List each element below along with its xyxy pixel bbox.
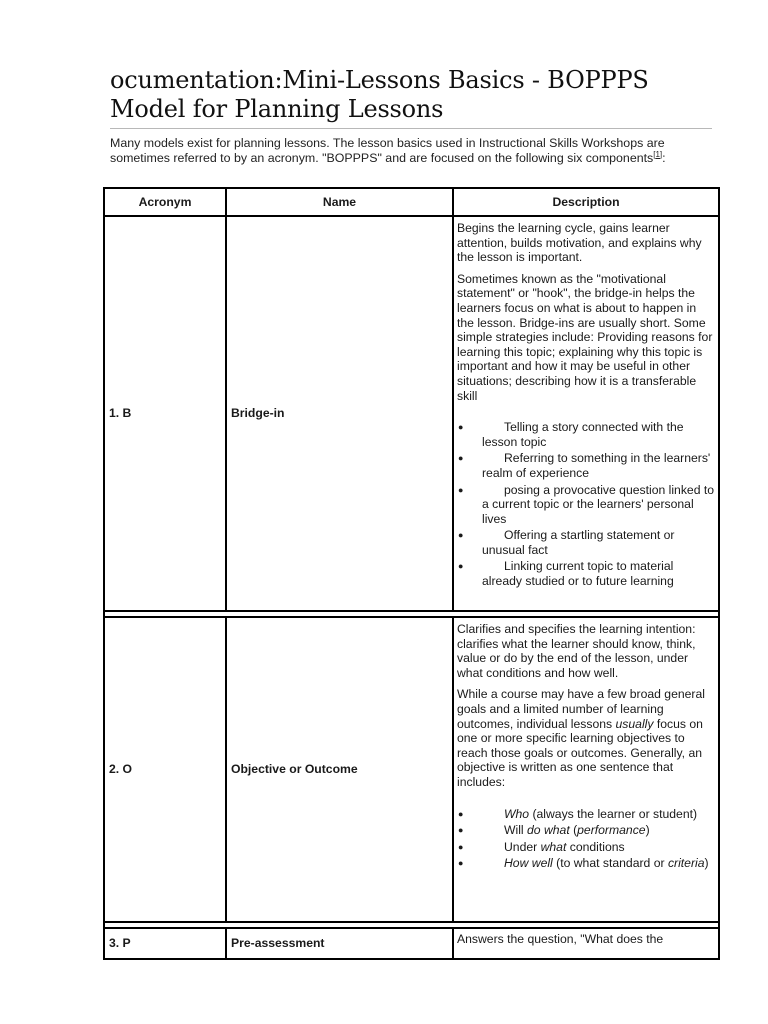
row-description [453,617,719,922]
description-paragraph: Answers the question, "What does the [457,932,664,946]
list-item: ● Offering a startling statement or unusual fact [458,528,675,557]
page-title: ocumentation:Mini-Lessons Basics - BOPPPS Model for Planning Lessons [110,66,649,123]
bullet-icon: ● [458,530,464,541]
description-paragraph: Sometimes known as the "motivational statement" or "hook", the bridge-in helps the learners focus on what is about to happen in the lesson. Bridge-ins are usually short. Some simple strategies include: Providing reasons for learning this topic; explaining why this topic is important and how it may be useful in other situations; describing how it is a transferable skill [457,271,713,403]
row-acronym: 3. P [104,928,226,959]
title-divider [110,128,712,129]
table-header-row [104,188,719,216]
bopps-table [103,187,720,960]
table-row [104,617,719,922]
list-item: ● Linking current topic to material already studied or to future learning [458,559,674,589]
list-item: ● Referring to something in the learners' realm of experience [458,451,711,480]
list-item: ● Telling a story connected with the lesson topic [458,420,684,449]
list-item: ● Who (always the learner or student) [458,806,698,821]
row-description [453,216,719,611]
bullet-icon: ● [458,858,464,869]
table-row [104,216,719,611]
list-item: ● Under what conditions [458,839,625,854]
description-paragraph: Clarifies and specifies the learning intention: clarifies what the learner should know, think, value or do by the end of the lesson, under what conditions and how well. [457,622,696,680]
objective-list [457,807,715,871]
intro-text: Many models exist for planning lessons. The lesson basics used in Instructional Skills Workshops are sometimes referred to by an acronym. "BOPPPS" and are focused on the following six components [110,136,665,165]
header-name: Name [226,188,453,216]
bullet-icon: ● [458,484,464,495]
bullet-icon: ● [458,453,464,464]
row-acronym: 2. O [104,617,226,922]
row-name: Pre-assessment [226,928,453,959]
bullet-icon: ● [458,808,464,819]
description-paragraph: While a course may have a few broad general goals and a limited number of learning outcomes, individual lessons usually focus on one or more specific learning objectives to reach those goals or outcomes. Generally, an objective is written as one sentence that includes: [457,687,705,789]
strategy-list [457,420,715,589]
table-row [104,928,719,959]
row-name: Objective or Outcome [226,617,453,922]
list-item: ● posing a provocative question linked to a current topic or the learners' personal lives [458,482,715,526]
row-name: Bridge-in [226,216,453,611]
header-acronym: Acronym [104,188,226,216]
bullet-icon: ● [458,825,464,836]
intro-colon: : [662,150,666,165]
list-item: ● How well (to what standard or criteria) [458,856,709,871]
bullet-icon: ● [458,841,464,852]
row-description [453,928,719,959]
footnote-ref[interactable]: [1] [653,149,663,159]
description-paragraph: Begins the learning cycle, gains learner attention, builds motivation, and explains why the lesson is important. [457,221,702,265]
bullet-icon: ● [458,422,464,433]
header-description: Description [453,188,719,216]
row-acronym: 1. B [104,216,226,611]
intro-paragraph [110,136,710,165]
list-item: ● Will do what (performance) [458,823,650,838]
bullet-icon: ● [458,561,464,572]
